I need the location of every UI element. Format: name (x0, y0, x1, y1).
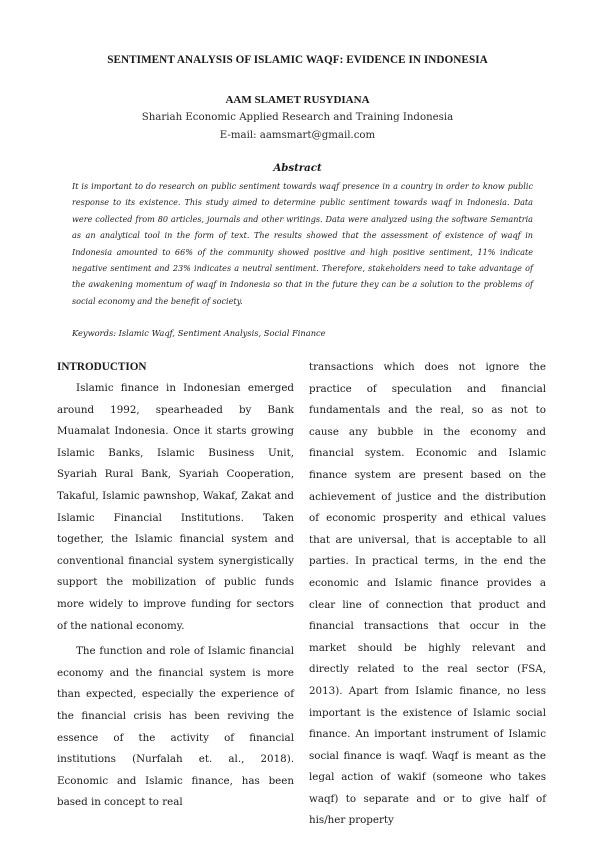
body-paragraph: transactions which does not ignore the practice of speculation and financial fundamentals and the real, so as not to cause any bubble in the economy and financial system. Economic and Islamic finance system are present based on the achievement of justice and the distribution of economic prosperity and ethical values that are universal, that is acceptable to all parties. In practical terms, in the end the economic and Islamic finance provides a clear line of connection that product and financial transactions that occur in the market should be highly relevant and directly related to the real sector (FSA, 2013). Apart from Islamic finance, no less important is the existence of Islamic social finance. An important instrument of Islamic social finance is waqf. Waqf is meant as the legal action of wakif (someone who takes waqf) to separate and or to give half of his/her property (309, 361, 546, 827)
keywords: Keywords: Islamic Waqf, Sentiment Analysis, Social Finance (72, 328, 326, 338)
right-column (309, 357, 546, 832)
abstract-text: It is important to do research on public sentiment towards waqf presence in a country in order to know public response to its existence. This study aimed to determine public sentiment towards waqf in Indonesia. Data were collected from 80 articles, journals and other writings. Data were analyzed using the software Semantria as an analytical tool in the form of text. The results showed that the assessment of existence of waqf in Indonesia amounted to 66% of the community showed positive and high positive sentiment, 11% indicate negative sentiment and 23% indicates a neutral sentiment. Therefore, stakeholders need to take advantage of the awakening momentum of waqf in Indonesia so that in the future they can be a solution to the problems of social economy and the benefit of society. (72, 181, 533, 306)
body-paragraph: Islamic finance in Indonesian emerged around 1992, spearheaded by Bank Muamalat Indonesia. Once it starts growing Islamic Banks, Islamic Business Unit, Syariah Rural Bank, Syariah Cooperation, Takaful, Islamic pawnshop, Wakaf, Zakat and Islamic Financial Institutions. Taken together, the Islamic financial system and conventional financial system synergistically support the mobilization of public funds more widely to improve funding for sectors of the national economy. (57, 382, 294, 632)
author-affiliation: Shariah Economic Applied Research and Training Indonesia (141, 112, 454, 123)
paper-title: SENTIMENT ANALYSIS OF ISLAMIC WAQF: EVIDENCE IN INDONESIA (107, 54, 488, 66)
author-email: E-mail: aamsmart@gmail.com (219, 130, 376, 141)
section-heading-introduction: INTRODUCTION (57, 361, 147, 373)
abstract-heading: Abstract (273, 162, 322, 174)
body-paragraph: The function and role of Islamic financial economy and the financial system is more than expected, especially the experience of the financial crisis has been reviving the essence of the activity of financial institutions (Nurfalah et. al., 2018). Economic and Islamic finance, has been based in concept to real (57, 645, 294, 809)
author-name: AAM SLAMET RUSYDIANA (225, 94, 370, 106)
left-column (57, 356, 294, 814)
